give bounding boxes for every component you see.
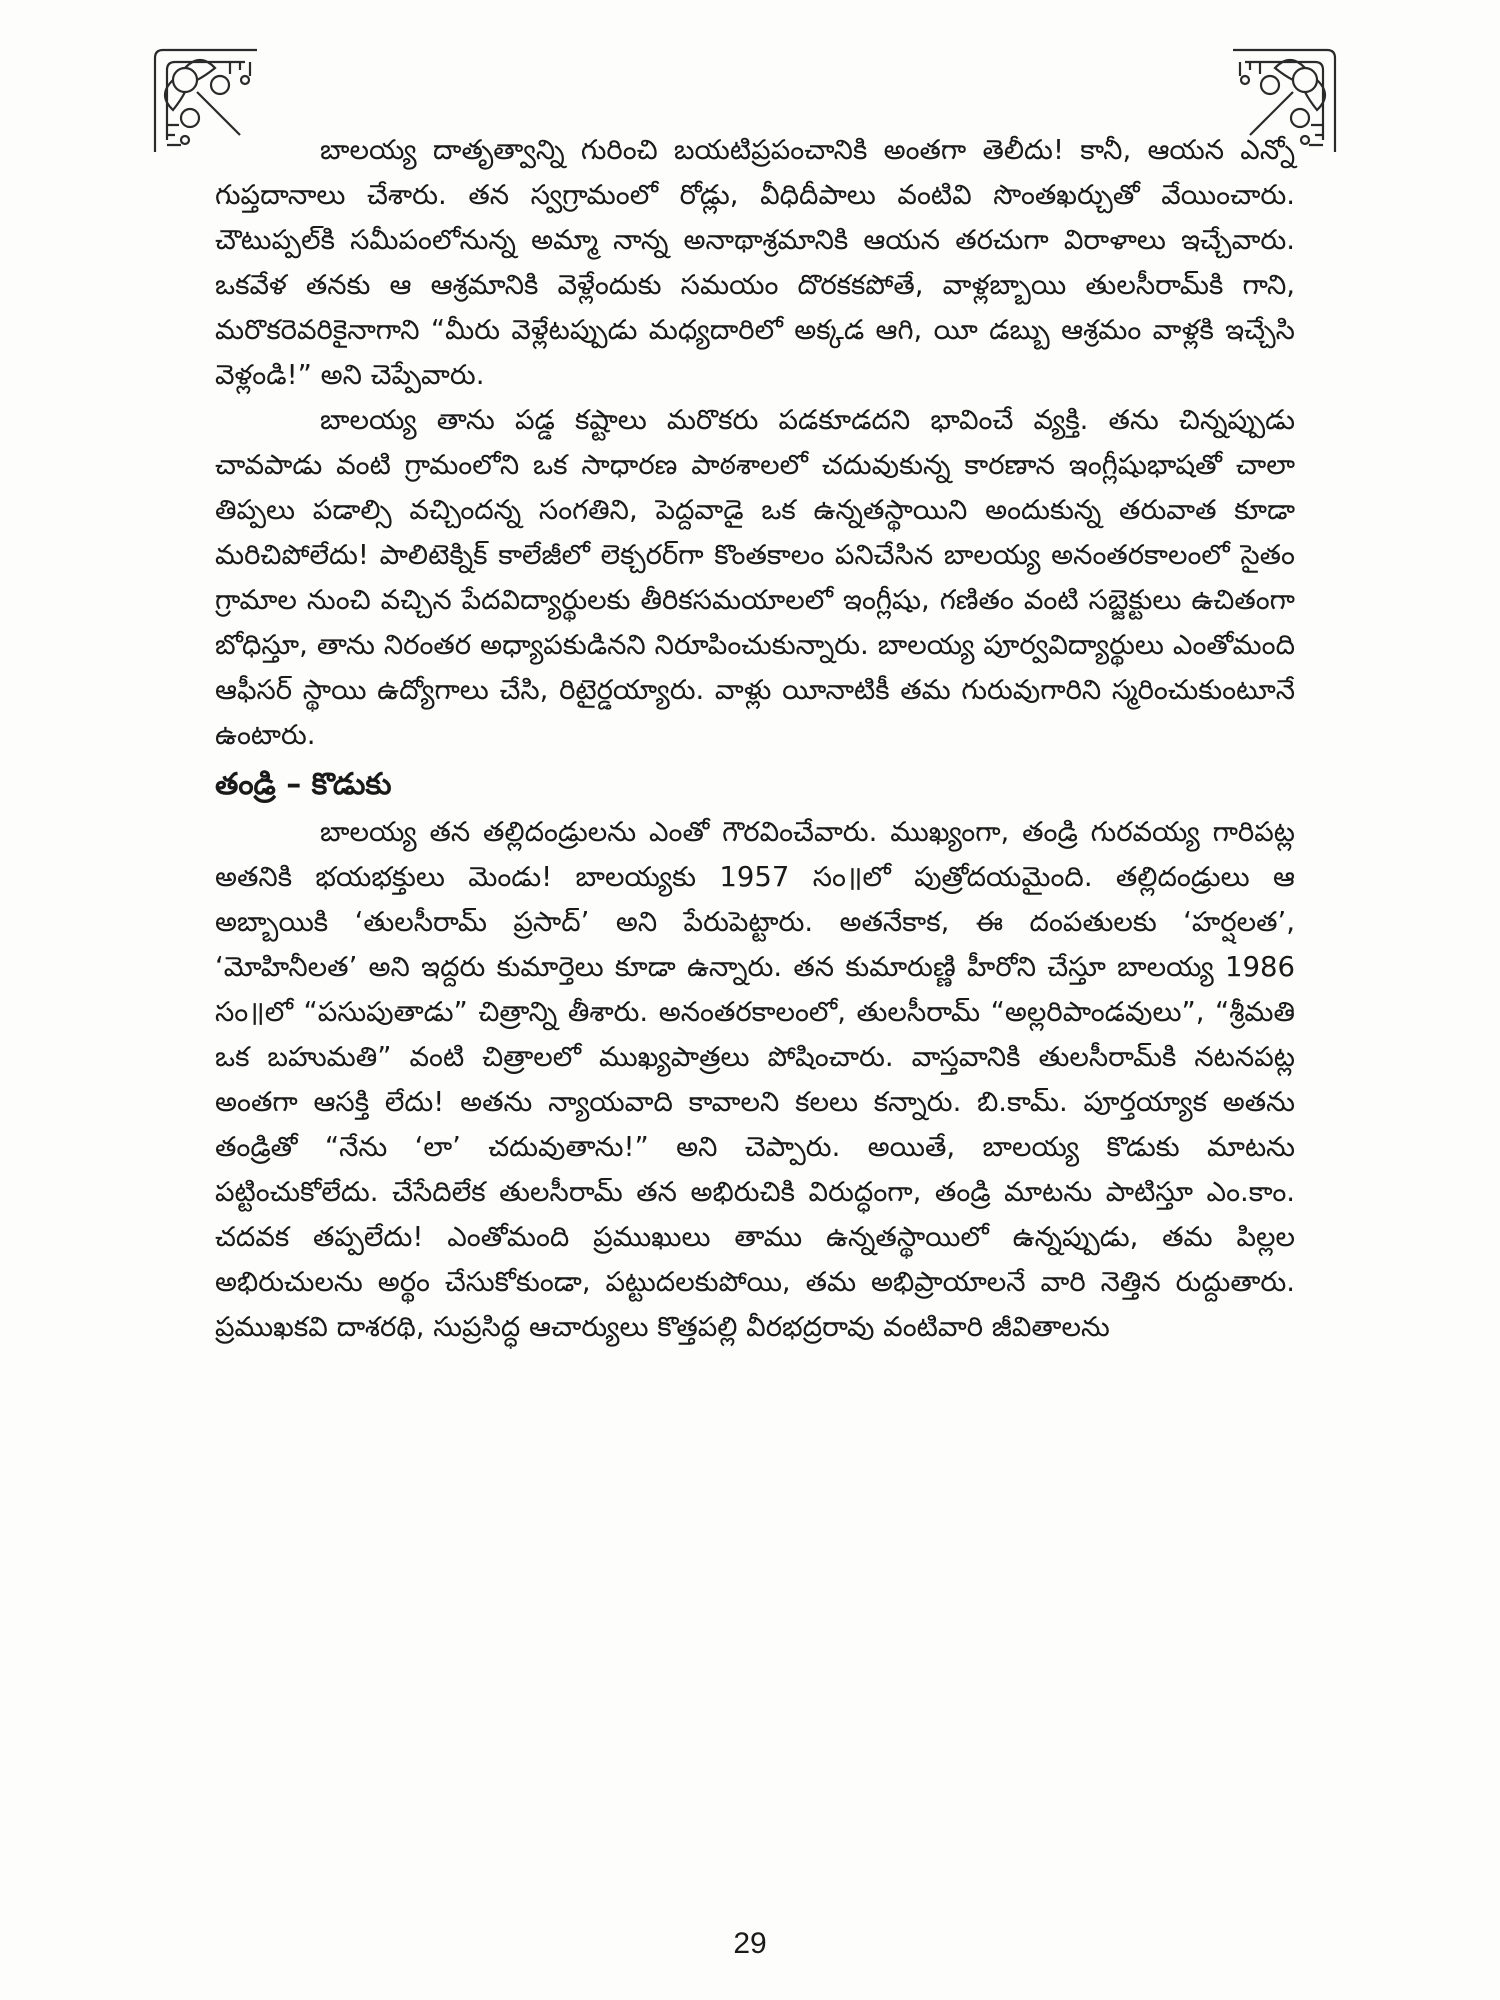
section-heading: తండ్రి – కొడుకు <box>215 767 392 802</box>
page-number: 29 <box>733 1927 767 1960</box>
paragraph: బాలయ్య తాను పడ్డ కష్టాలు మరొకరు పడకూడదని భావించే వ్యక్తి. తను చిన్నప్పుడు చావపాడు వంటి గ్రామంలోని ఒక సాధారణ పాఠశాలలో చదువుకున్న కారణాన ఇంగ్లీషుభాషతో చాలా తిప్పలు పడాల్సి వచ్చిందన్న సంగతిని, పెద్దవాడై ఒక ఉన్నతస్థాయిని అందుకున్న తరువాత కూడా మరిచిపోలేదు! పాలిటెక్నిక్ కాలేజీలో లెక్చరర్‌గా కొంతకాలం పనిచేసిన బాలయ్య అనంతరకాలంలో సైతం గ్రామాల నుంచి వచ్చిన పేదవిద్యార్థులకు తీరికసమయాలలో ఇంగ్లీషు, గణితం వంటి సబ్జెక్టులు ఉచితంగా బోధిస్తూ, తాను నిరంతర అధ్యాపకుడినని నిరూపించుకున్నారు. బాలయ్య పూర్వవిద్యార్థులు ఎంతోమంది ఆఫీసర్ స్థాయి ఉద్యోగాలు చేసి, రిటైర్డయ్యారు. వాళ్లు యీనాటికీ తమ గురువుగారిని స్మరించుకుంటూనే ఉంటారు. <box>215 404 1295 751</box>
paragraph: బాలయ్య దాతృత్వాన్ని గురించి బయటిప్రపంచానికి అంతగా తెలీదు! కానీ, ఆయన ఎన్నో గుప్తదానాలు చేశారు. తన స్వగ్రామంలో రోడ్లు, వీధిదీపాలు వంటివి సొంతఖర్చుతో వేయించారు. చౌటుప్పల్‌కి సమీపంలోనున్న అమ్మా నాన్న అనాథాశ్రమానికి ఆయన తరచుగా విరాళాలు ఇచ్చేవారు. ఒకవేళ తనకు ఆ ఆశ్రమానికి వెళ్లేందుకు సమయం దొరకకపోతే, వాళ్లబ్బాయి తులసీరామ్‌కి గాని, మరొకరెవరికైనాగాని “మీరు వెళ్లేటప్పుడు మధ్యదారిలో అక్కడ ఆగి, యీ డబ్బు ఆశ్రమం వాళ్లకి ఇచ్చేసి వెళ్లండి!” అని చెప్పేవారు. <box>215 134 1295 391</box>
body-text <box>215 128 1295 1350</box>
paragraph: బాలయ్య తన తల్లిదండ్రులను ఎంతో గౌరవించేవారు. ముఖ్యంగా, తండ్రి గురవయ్య గారిపట్ల అతనికి భయభక్తులు మెండు! బాలయ్యకు 1957 సం॥లో పుత్రోదయమైంది. తల్లిదండ్రులు ఆ అబ్బాయికి ‘తులసీరామ్ ప్రసాద్’ అని పేరుపెట్టారు. అతనేకాక, ఈ దంపతులకు ‘హర్షలత’, ‘మోహినీలత’ అని ఇద్దరు కుమార్తెలు కూడా ఉన్నారు. తన కుమారుణ్ణి హీరోని చేస్తూ బాలయ్య 1986 సం॥లో “పసుపుతాడు” చిత్రాన్ని తీశారు. అనంతరకాలంలో, తులసీరామ్ “అల్లరిపాండవులు”, “శ్రీమతి ఒక బహుమతి” వంటి చిత్రాలలో ముఖ్యపాత్రలు పోషించారు. వాస్తవానికి తులసీరామ్‌కి నటనపట్ల అంతగా ఆసక్తి లేదు! అతను న్యాయవాది కావాలని కలలు కన్నారు. బి.కామ్. పూర్తయ్యాక అతను తండ్రితో “నేను ‘లా’ చదువుతాను!” అని చెప్పారు. అయితే, బాలయ్య కొడుకు మాటను పట్టించుకోలేదు. చేసేదిలేక తులసీరామ్ తన అభిరుచికి విరుద్ధంగా, తండ్రి మాటను పాటిస్తూ ఎం.కాం. చదవక తప్పలేదు! ఎంతోమంది ప్రముఖులు తాము ఉన్నతస్థాయిలో ఉన్నప్పుడు, తమ పిల్లల అభిరుచులను అర్థం చేసుకోకుండా, పట్టుదలకుపోయి, తమ అభిప్రాయాలనే వారి నెత్తిన రుద్దుతారు. ప్రముఖకవి దాశరథి, సుప్రసిద్ధ ఆచార్యులు కొత్తపల్లి వీరభద్రరావు వంటివారి జీవితాలను <box>215 816 1295 1343</box>
